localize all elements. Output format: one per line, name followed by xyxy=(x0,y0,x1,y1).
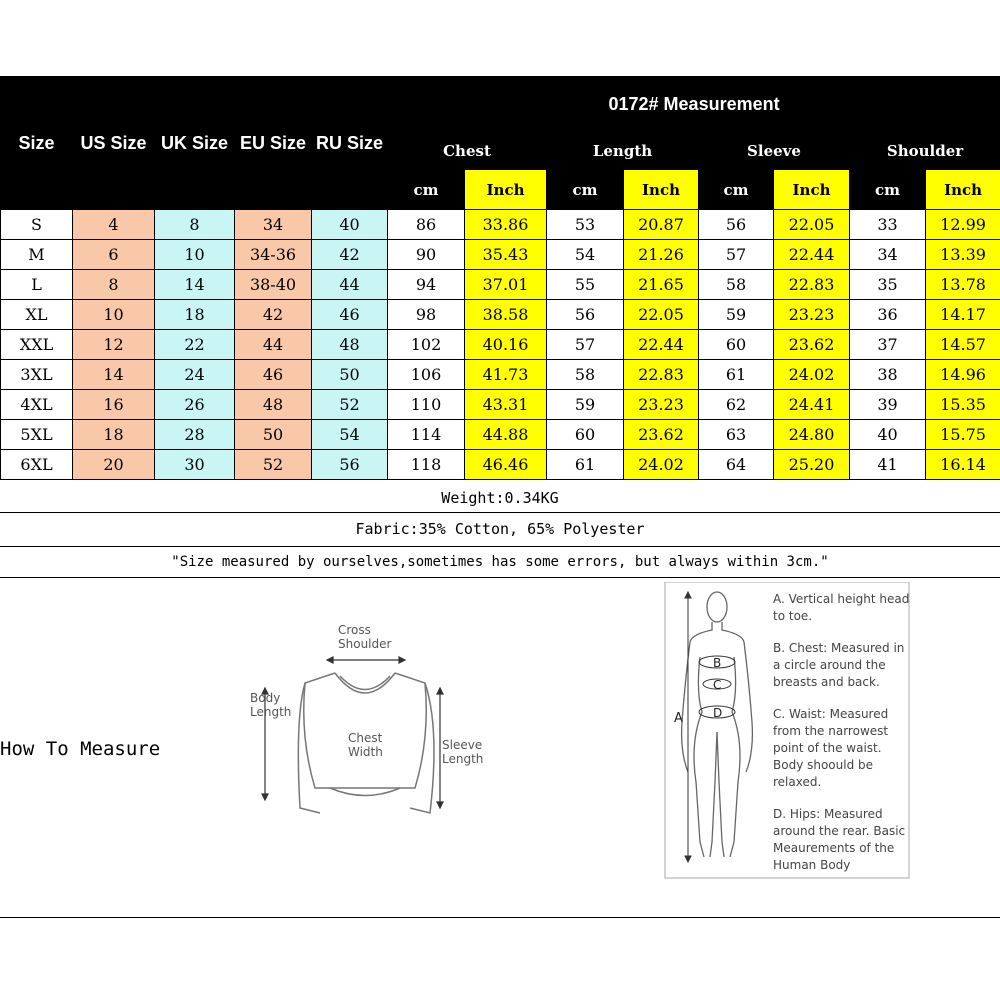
cell-chest-cm: 110 xyxy=(388,390,465,420)
body-length-label-2: Length xyxy=(250,705,292,719)
header-us-size: US Size xyxy=(73,77,155,210)
header-eu-size: EU Size xyxy=(235,77,312,210)
cell-eu: 44 xyxy=(235,330,312,360)
cell-sleeve-cm: 60 xyxy=(699,330,774,360)
cell-length-in: 21.26 xyxy=(624,240,699,270)
cell-chest-in: 46.46 xyxy=(465,450,547,480)
cell-shoulder-in: 13.78 xyxy=(926,270,1000,300)
cell-eu: 48 xyxy=(235,390,312,420)
table-row xyxy=(1,420,1000,450)
cell-sleeve-cm: 56 xyxy=(699,210,774,240)
cell-length-in: 21.65 xyxy=(624,270,699,300)
note-c: C. Waist: Measured from the narrowest point of the waist. Body shoould be relaxed. xyxy=(773,707,889,789)
cell-chest-in: 35.43 xyxy=(465,240,547,270)
note-d: D. Hips: Measured around the rear. Basic Meaurements of the Human Body xyxy=(773,807,906,872)
cell-size: 6XL xyxy=(1,450,73,480)
cell-shoulder-cm: 34 xyxy=(850,240,926,270)
cell-ru: 52 xyxy=(312,390,388,420)
cell-length-cm: 60 xyxy=(547,420,624,450)
cell-ru: 50 xyxy=(312,360,388,390)
cell-length-in: 24.02 xyxy=(624,450,699,480)
cell-shoulder-cm: 33 xyxy=(850,210,926,240)
cell-us: 16 xyxy=(73,390,155,420)
cell-chest-cm: 90 xyxy=(388,240,465,270)
cell-sleeve-in: 22.44 xyxy=(774,240,850,270)
cell-chest-in: 38.58 xyxy=(465,300,547,330)
table-row xyxy=(1,390,1000,420)
cell-size: 5XL xyxy=(1,420,73,450)
header-size: Size xyxy=(1,77,73,210)
cell-shoulder-in: 13.39 xyxy=(926,240,1000,270)
header-uk-size: UK Size xyxy=(155,77,235,210)
header-inch: Inch xyxy=(624,170,699,210)
marker-a: A xyxy=(674,711,683,726)
cell-length-cm: 55 xyxy=(547,270,624,300)
cell-shoulder-in: 16.14 xyxy=(926,450,1000,480)
header-ru-size: RU Size xyxy=(312,77,388,210)
cell-us: 6 xyxy=(73,240,155,270)
table-row xyxy=(1,300,1000,330)
cell-length-cm: 53 xyxy=(547,210,624,240)
cell-sleeve-in: 25.20 xyxy=(774,450,850,480)
cell-ru: 42 xyxy=(312,240,388,270)
cell-uk: 14 xyxy=(155,270,235,300)
disclaimer-text: "Size measured by ourselves,sometimes has some errors, but always within 3cm." xyxy=(171,554,829,570)
cell-shoulder-cm: 40 xyxy=(850,420,926,450)
cell-us: 14 xyxy=(73,360,155,390)
shirt-measurement-diagram xyxy=(245,618,485,818)
cell-uk: 8 xyxy=(155,210,235,240)
cell-sleeve-cm: 63 xyxy=(699,420,774,450)
cell-uk: 22 xyxy=(155,330,235,360)
header-cm: cm xyxy=(547,170,624,210)
cell-eu: 52 xyxy=(235,450,312,480)
cell-length-cm: 57 xyxy=(547,330,624,360)
cell-sleeve-in: 24.02 xyxy=(774,360,850,390)
cell-chest-cm: 114 xyxy=(388,420,465,450)
cell-eu: 38-40 xyxy=(235,270,312,300)
cell-uk: 18 xyxy=(155,300,235,330)
cell-sleeve-cm: 62 xyxy=(699,390,774,420)
cell-chest-cm: 94 xyxy=(388,270,465,300)
cell-length-cm: 54 xyxy=(547,240,624,270)
cell-eu: 46 xyxy=(235,360,312,390)
cell-length-in: 20.87 xyxy=(624,210,699,240)
cell-uk: 28 xyxy=(155,420,235,450)
cell-ru: 54 xyxy=(312,420,388,450)
fabric-text: Fabric:35% Cotton, 65% Polyester xyxy=(355,520,645,538)
cell-shoulder-cm: 38 xyxy=(850,360,926,390)
marker-d: D xyxy=(713,706,723,720)
table-row xyxy=(1,330,1000,360)
cell-uk: 30 xyxy=(155,450,235,480)
cell-sleeve-in: 24.41 xyxy=(774,390,850,420)
cell-size: S xyxy=(1,210,73,240)
cell-sleeve-cm: 64 xyxy=(699,450,774,480)
cell-chest-cm: 102 xyxy=(388,330,465,360)
table-row xyxy=(1,240,1000,270)
cell-shoulder-cm: 41 xyxy=(850,450,926,480)
cell-length-in: 22.05 xyxy=(624,300,699,330)
cell-chest-in: 37.01 xyxy=(465,270,547,300)
cell-size: XXL xyxy=(1,330,73,360)
cell-length-in: 22.83 xyxy=(624,360,699,390)
cell-length-in: 22.44 xyxy=(624,330,699,360)
size-chart-table xyxy=(0,76,1000,480)
cell-eu: 34-36 xyxy=(235,240,312,270)
table-row xyxy=(1,450,1000,480)
header-inch: Inch xyxy=(465,170,547,210)
cell-shoulder-cm: 36 xyxy=(850,300,926,330)
cell-ru: 48 xyxy=(312,330,388,360)
header-inch: Inch xyxy=(774,170,850,210)
table-row xyxy=(1,360,1000,390)
divider xyxy=(0,577,1000,578)
body-measurement-notes xyxy=(773,591,913,889)
cell-length-cm: 61 xyxy=(547,450,624,480)
header-inch: Inch xyxy=(926,170,1000,210)
cell-sleeve-in: 23.62 xyxy=(774,330,850,360)
cell-chest-cm: 86 xyxy=(388,210,465,240)
cell-shoulder-cm: 35 xyxy=(850,270,926,300)
cell-us: 20 xyxy=(73,450,155,480)
cell-eu: 42 xyxy=(235,300,312,330)
cell-size: L xyxy=(1,270,73,300)
divider xyxy=(0,512,1000,513)
marker-b: B xyxy=(713,656,722,670)
cell-shoulder-in: 14.96 xyxy=(926,360,1000,390)
cross-shoulder-label-2: Shoulder xyxy=(338,637,392,651)
cell-sleeve-cm: 61 xyxy=(699,360,774,390)
cell-shoulder-in: 14.57 xyxy=(926,330,1000,360)
weight-text: Weight:0.34KG xyxy=(441,489,559,507)
cell-chest-in: 33.86 xyxy=(465,210,547,240)
cell-sleeve-in: 23.23 xyxy=(774,300,850,330)
cell-chest-cm: 106 xyxy=(388,360,465,390)
cell-chest-in: 44.88 xyxy=(465,420,547,450)
cell-chest-cm: 98 xyxy=(388,300,465,330)
divider xyxy=(0,917,1000,918)
cell-shoulder-in: 15.35 xyxy=(926,390,1000,420)
header-cm: cm xyxy=(850,170,926,210)
cell-length-in: 23.23 xyxy=(624,390,699,420)
cell-chest-cm: 118 xyxy=(388,450,465,480)
cell-shoulder-in: 15.75 xyxy=(926,420,1000,450)
header-cm: cm xyxy=(699,170,774,210)
cross-shoulder-label-1: Cross xyxy=(338,623,371,637)
chest-width-label-2: Width xyxy=(348,745,383,759)
header-sleeve: Sleeve xyxy=(699,132,850,170)
note-b: B. Chest: Measured in a circle around the breasts and back. xyxy=(773,641,905,689)
cell-ru: 44 xyxy=(312,270,388,300)
cell-sleeve-in: 22.05 xyxy=(774,210,850,240)
header-chest: Chest xyxy=(388,132,547,170)
cell-us: 10 xyxy=(73,300,155,330)
body-length-label-1: Body xyxy=(250,691,281,705)
cell-us: 8 xyxy=(73,270,155,300)
sleeve-length-label-1: Sleeve xyxy=(442,738,483,752)
table-row xyxy=(1,270,1000,300)
cell-uk: 24 xyxy=(155,360,235,390)
cell-shoulder-in: 14.17 xyxy=(926,300,1000,330)
marker-c: C xyxy=(713,678,722,692)
cell-uk: 26 xyxy=(155,390,235,420)
cell-size: 4XL xyxy=(1,390,73,420)
cell-size: 3XL xyxy=(1,360,73,390)
cell-chest-in: 43.31 xyxy=(465,390,547,420)
cell-ru: 40 xyxy=(312,210,388,240)
cell-sleeve-cm: 58 xyxy=(699,270,774,300)
header-shoulder: Shoulder xyxy=(850,132,1000,170)
sleeve-length-label-2: Length xyxy=(442,752,484,766)
cell-shoulder-cm: 37 xyxy=(850,330,926,360)
cell-uk: 10 xyxy=(155,240,235,270)
cell-ru: 46 xyxy=(312,300,388,330)
header-measurement: 0172# Measurement xyxy=(388,77,1000,132)
cell-length-cm: 59 xyxy=(547,390,624,420)
cell-eu: 50 xyxy=(235,420,312,450)
cell-sleeve-cm: 57 xyxy=(699,240,774,270)
cell-size: M xyxy=(1,240,73,270)
cell-shoulder-cm: 39 xyxy=(850,390,926,420)
cell-length-cm: 58 xyxy=(547,360,624,390)
divider xyxy=(0,546,1000,547)
cell-ru: 56 xyxy=(312,450,388,480)
cell-sleeve-in: 22.83 xyxy=(774,270,850,300)
cell-us: 12 xyxy=(73,330,155,360)
chest-width-label-1: Chest xyxy=(348,731,383,745)
cell-size: XL xyxy=(1,300,73,330)
cell-length-in: 23.62 xyxy=(624,420,699,450)
cell-shoulder-in: 12.99 xyxy=(926,210,1000,240)
cell-eu: 34 xyxy=(235,210,312,240)
cell-length-cm: 56 xyxy=(547,300,624,330)
header-cm: cm xyxy=(388,170,465,210)
cell-us: 18 xyxy=(73,420,155,450)
cell-us: 4 xyxy=(73,210,155,240)
cell-chest-in: 40.16 xyxy=(465,330,547,360)
how-to-measure-label: How To Measure xyxy=(0,738,161,760)
header-length: Length xyxy=(547,132,699,170)
cell-sleeve-cm: 59 xyxy=(699,300,774,330)
cell-chest-in: 41.73 xyxy=(465,360,547,390)
note-a: A. Vertical height head to toe. xyxy=(773,592,910,623)
table-row xyxy=(1,210,1000,240)
cell-sleeve-in: 24.80 xyxy=(774,420,850,450)
